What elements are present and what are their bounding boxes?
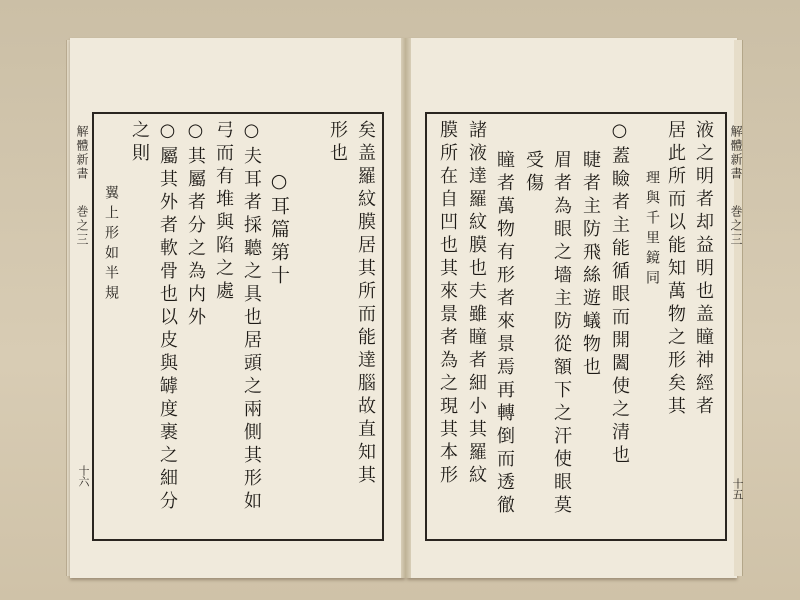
right-folio: 十五: [731, 478, 744, 500]
book-gutter: [401, 38, 411, 578]
left-col-1: 矣盖羅紋膜居其所而能達腦故直知其: [355, 120, 376, 488]
right-margin-title: 解體新書: [729, 125, 743, 181]
right-col-10: 膜所在自凹也其來景者為之現其本形: [437, 120, 458, 488]
right-col-1: 液之明者却益明也盖瞳神經者: [693, 120, 714, 419]
right-col-4: ○蓋瞼者主能循眼而開闔使之清也: [609, 120, 630, 468]
left-margin-volume: 巻之三: [75, 205, 89, 247]
left-col-5: 弓而有堆與陷之處: [213, 120, 234, 304]
left-col-6: ○其屬者分之為内外: [185, 120, 206, 330]
right-col-7: 受傷: [523, 150, 544, 196]
left-col-4: ○夫耳者採聽之具也居頭之兩側其形如: [241, 120, 262, 514]
right-col-6: 眉者為眼之墻主防從額下之汗使眼莫: [551, 150, 572, 518]
right-col-3: 理與千里鏡同: [644, 170, 660, 290]
right-col-2: 居此所而以能知萬物之形矣其: [665, 120, 686, 419]
chapter-heading: ○耳篇第十: [268, 170, 290, 288]
left-margin-title: 解體新書: [75, 125, 89, 181]
left-folio: 十六: [77, 465, 90, 487]
right-col-8: 瞳者萬物有形者來景焉再轉倒而透徹: [494, 150, 515, 518]
right-col-5: 睫者主防飛絲遊蟻物也: [580, 150, 601, 380]
left-col-9: 翼上形如半規: [103, 185, 119, 305]
left-col-8: 之則: [129, 120, 150, 166]
left-col-2: 形也: [327, 120, 348, 166]
left-col-7: ○屬其外者軟骨也以皮與罅度裹之細分: [157, 120, 178, 514]
right-col-9: 諸液達羅紋膜也夫雖瞳者細小其羅紋: [466, 120, 487, 488]
right-margin-volume: 巻之三: [729, 205, 743, 247]
left-text-frame: [92, 112, 384, 541]
